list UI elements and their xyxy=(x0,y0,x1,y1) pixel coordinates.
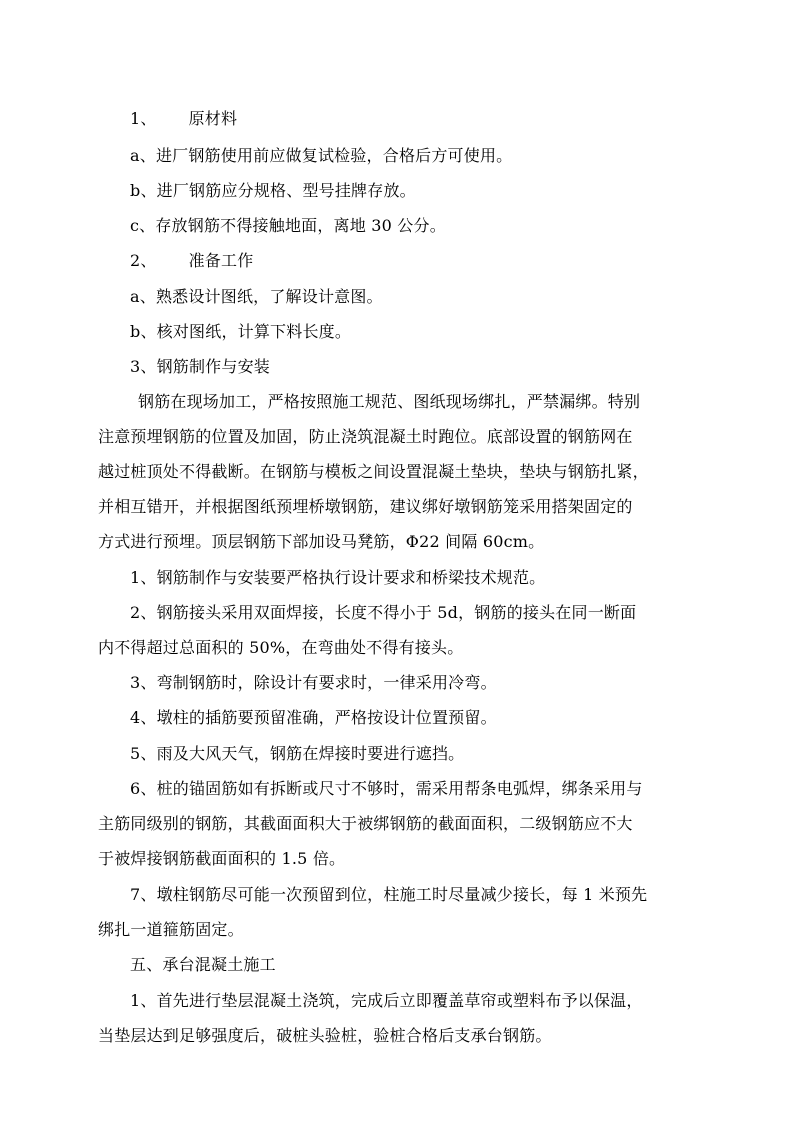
list-item: 1、钢筋制作与安装要严格执行设计要求和桥梁技术规范。 xyxy=(130,568,546,587)
list-item: 6、桩的锚固筋如有拆断或尺寸不够时，需采用帮条电弧焊，绑条采用与 xyxy=(130,779,643,798)
paragraph-line: 绑扎一道箍筋固定。 xyxy=(98,920,244,939)
list-item: 3、弯制钢筋时，除设计有要求时，一律采用冷弯。 xyxy=(130,673,497,692)
heading-text: 准备工作 xyxy=(188,251,254,270)
section-heading-pile-cap-concrete: 五、承台混凝土施工 xyxy=(130,955,276,974)
paragraph-line: a、熟悉设计图纸，了解设计意图。 xyxy=(130,287,383,306)
paragraph-line: b、进厂钢筋应分规格、型号挂牌存放。 xyxy=(130,181,416,200)
heading-number: 2、 xyxy=(130,251,157,270)
paragraph-line: c、存放钢筋不得接触地面，离地 30 公分。 xyxy=(130,216,446,235)
heading-raw-materials xyxy=(130,108,237,130)
heading-text: 原材料 xyxy=(188,109,238,128)
paragraph-line: 主筋同级别的钢筋，其截面面积大于被绑钢筋的截面面积，二级钢筋应不大 xyxy=(98,814,633,833)
paragraph-line: b、核对图纸，计算下料长度。 xyxy=(130,322,352,341)
paragraph-line: 于被焊接钢筋截面面积的 1.5 倍。 xyxy=(98,849,346,868)
heading-preparation xyxy=(130,250,253,272)
list-item: 2、钢筋接头采用双面焊接，长度不得小于 5d，钢筋的接头在同一断面 xyxy=(130,603,637,622)
paragraph-line: 注意预埋钢筋的位置及加固，防止浇筑混凝土时跑位。底部设置的钢筋网在 xyxy=(98,427,633,446)
paragraph-line: 方式进行预埋。顶层钢筋下部加设马凳筋，Φ22 间隔 60cm。 xyxy=(98,532,545,551)
heading-rebar-fabrication: 3、钢筋制作与安装 xyxy=(130,357,270,376)
list-item: 7、墩柱钢筋尽可能一次预留到位，柱施工时尽量减少接长，每 1 米预先 xyxy=(130,885,648,904)
paragraph-line: 并相互错开，并根据图纸预埋桥墩钢筋，建议绑好墩钢筋笼采用搭架固定的 xyxy=(98,497,633,516)
paragraph-line: 越过桩顶处不得截断。在钢筋与模板之间设置混凝土垫块，垫块与钢筋扎紧， xyxy=(98,462,649,481)
list-item: 5、雨及大风天气，钢筋在焊接时要进行遮挡。 xyxy=(130,744,465,763)
paragraph-line: 当垫层达到足够强度后，破桩头验桩，验桩合格后支承台钢筋。 xyxy=(98,1026,552,1045)
paragraph-line: 内不得超过总面积的 50%，在弯曲处不得有接头。 xyxy=(98,638,464,657)
paragraph-line: 钢筋在现场加工，严格按照施工规范、图纸现场绑扎，严禁漏绑。特别 xyxy=(138,392,641,411)
list-item: 4、墩柱的插筋要预留准确，严格按设计位置预留。 xyxy=(130,708,497,727)
list-item: 1、首先进行垫层混凝土浇筑，完成后立即覆盖草帘或塑料布予以保温， xyxy=(130,991,643,1010)
heading-number: 1、 xyxy=(130,109,157,128)
paragraph-line: a、进厂钢筋使用前应做复试检验，合格后方可使用。 xyxy=(130,146,513,165)
